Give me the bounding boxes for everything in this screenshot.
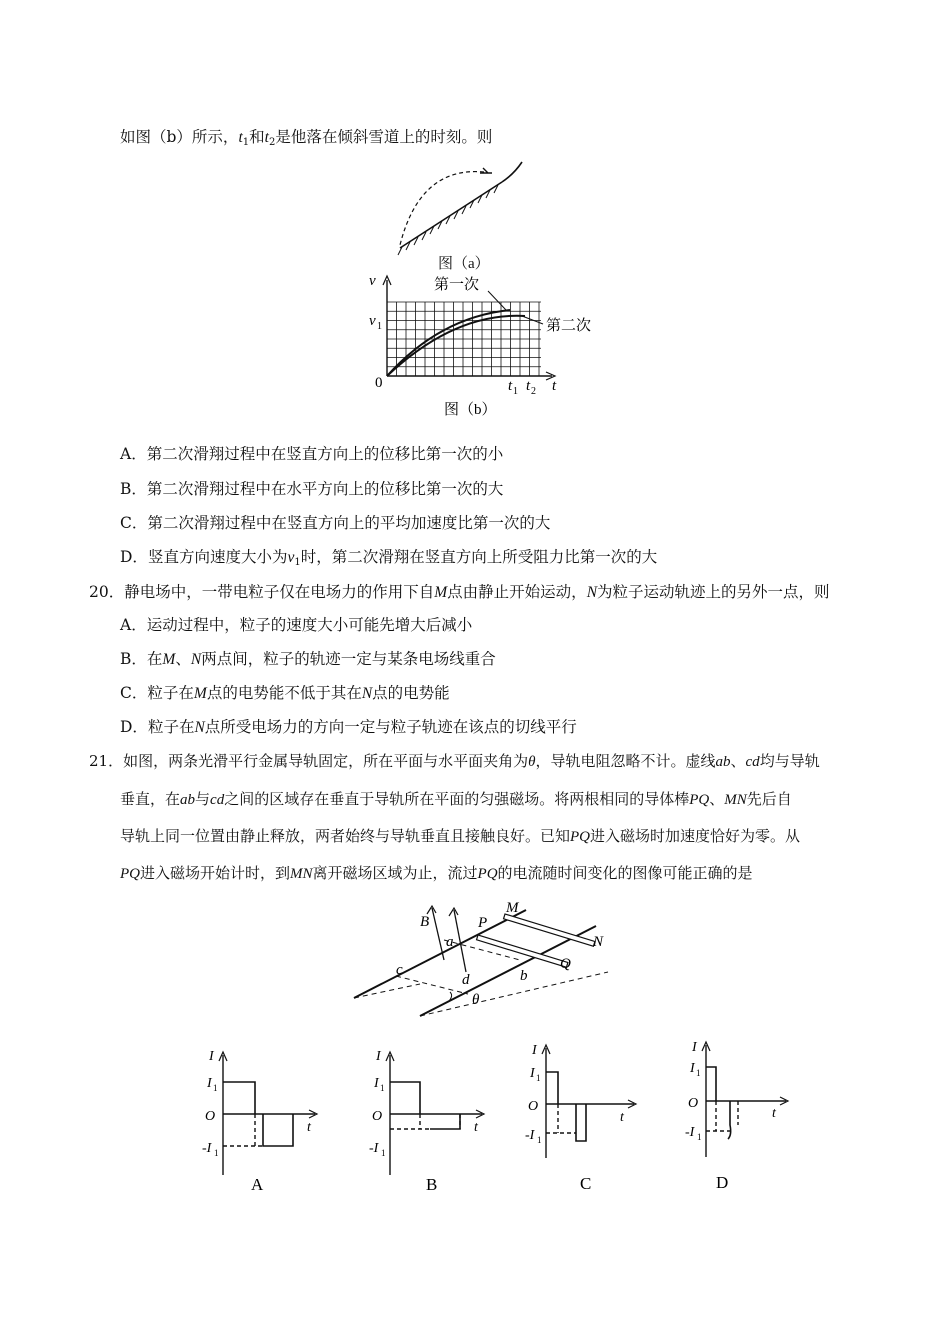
field-arrowhead-2 (449, 908, 458, 916)
intro-t2-sub: 2 (268, 137, 276, 148)
option-text-pre: 粒子在 (147, 718, 195, 736)
slope-line (400, 182, 502, 248)
option-text: 第二次滑翔过程中在竖直方向上的平均加速度比第一次的大 (147, 514, 551, 532)
graph-caption: A (251, 1175, 264, 1194)
y-tick-v1-sub: 1 (377, 321, 382, 332)
q19-option-d (120, 547, 657, 573)
q21-stem-line-1 (89, 751, 820, 772)
y-tick-v1: v (369, 313, 376, 329)
slope-hatching (398, 185, 498, 255)
label-I1-sub: 1 (380, 1083, 385, 1093)
label-I1: I (690, 1061, 695, 1076)
label-neg-I1: -I (202, 1141, 212, 1156)
q21-stem-line-2 (120, 789, 792, 810)
grid (387, 302, 541, 376)
label-neg-I1: -I (369, 1141, 379, 1156)
intro-pre: 如图（b）所示， (120, 128, 239, 146)
label-I1: I (530, 1066, 535, 1081)
fig-a-caption: 图（a） (438, 256, 490, 272)
horizontal-ref-lower (420, 972, 608, 1016)
stem-post: 为粒子运动轨迹上的另外一点，则 (597, 583, 830, 601)
rod-PQ: PQ (570, 829, 591, 845)
neg-pulse (430, 1114, 460, 1129)
stem-text: 垂直，在 (120, 790, 181, 808)
stem-text: 如图，两条光滑平行金属导轨固定，所在平面与水平面夹角为 (123, 752, 529, 770)
q21-stem-line-3 (120, 826, 800, 847)
graph-A (195, 1045, 335, 1195)
intro-t1-sub: 1 (242, 137, 250, 148)
q19-option-b (120, 479, 503, 499)
rod-MN: MN (724, 792, 747, 808)
field-arrowhead-1 (427, 906, 436, 914)
q21-stem-line-4 (120, 863, 753, 884)
neg-pulse (263, 1114, 293, 1146)
intro-mid: 和 (249, 128, 265, 146)
graph-caption: D (716, 1173, 729, 1192)
neg-pulse (728, 1101, 731, 1139)
label-a: a (446, 934, 454, 950)
fig-b-caption: 图（b） (444, 402, 497, 418)
intro-post: 是他落在倾斜雪道上的时刻。则 (275, 128, 493, 146)
label-M: M (506, 900, 519, 916)
current-trace (223, 1082, 255, 1114)
stem-text: 导轨上同一位置由静止释放，两者始终与导轨垂直且接触良好。已知 (120, 827, 571, 845)
point-N: N (194, 719, 205, 736)
v1-sub: 1 (294, 557, 301, 568)
label-neg-I1: -I (525, 1128, 535, 1143)
point-N: N (586, 584, 598, 601)
option-text-pre: 在 (146, 650, 163, 668)
point-N: N (190, 651, 202, 668)
label-t: t (620, 1110, 624, 1125)
q20-option-d (120, 717, 577, 738)
ramp-curve (502, 162, 522, 182)
option-letter: D． (120, 548, 148, 566)
field-arrow-1 (432, 908, 444, 960)
rod-PQ: PQ (689, 792, 710, 808)
stem-text: 均与导轨 (759, 752, 820, 770)
label-O: O (372, 1109, 383, 1124)
x-tick-t2-sub: 2 (531, 386, 536, 397)
label-neg-I1-sub: 1 (381, 1148, 386, 1158)
separator: 、 (730, 752, 746, 770)
intro-t2: t (264, 129, 269, 146)
label-O: O (205, 1109, 216, 1124)
stem-text: 的电流随时间变化的图像可能正确的是 (497, 864, 753, 882)
label-t: t (307, 1120, 311, 1135)
figure-b (360, 272, 620, 422)
v1-symbol: v (287, 549, 295, 566)
point-N: N (361, 685, 373, 702)
option-text-pre: 粒子在 (147, 684, 194, 702)
label-I1-sub: 1 (213, 1083, 218, 1093)
q20-option-b (120, 649, 496, 670)
rod-MN (504, 914, 595, 946)
label-I: I (692, 1040, 697, 1055)
option-text: 第二次滑翔过程中在竖直方向上的位移比第一次的小 (146, 445, 504, 463)
stem-text: 先后自 (746, 790, 792, 808)
option-text-post: 点所受电场力的方向一定与粒子轨迹在该点的切线平行 (204, 718, 577, 736)
label-O: O (688, 1096, 699, 1111)
label-neg-I1-sub: 1 (214, 1148, 219, 1158)
stem-text: 之间的区域存在垂直于导轨所在平面的匀强磁场。将两根相同的导体棒 (224, 790, 690, 808)
line-cd: cd (745, 754, 760, 770)
graph-B (362, 1045, 502, 1195)
label-P: P (478, 915, 488, 931)
figure-a (380, 160, 540, 275)
rod-PQ: PQ (477, 866, 498, 882)
label-Q: Q (560, 956, 571, 972)
option-text: 运动过程中，粒子的速度大小可能先增大后减小 (146, 616, 473, 634)
rod-PQ: PQ (120, 866, 140, 882)
label-neg-I1-sub: 1 (697, 1132, 702, 1142)
stem-text: ，导轨电阻忽略不计。虚线 (535, 752, 716, 770)
current-trace (546, 1072, 558, 1104)
intro-line (120, 127, 492, 153)
label-c: c (396, 962, 403, 978)
label-b: b (520, 968, 528, 984)
stem-text: 进入磁场时加速度恰好为零。从 (590, 827, 801, 845)
jump-trajectory (400, 172, 484, 245)
option-letter: B． (120, 480, 147, 498)
option-letter: A． (120, 445, 147, 463)
stem-pre: 静电场中，一带电粒子仅在电场力的作用下自 (124, 583, 435, 601)
q20-option-a (120, 615, 472, 635)
point-M: M (162, 651, 176, 668)
stem-mid: 点由静止开始运动， (447, 583, 587, 601)
option-text-post: 点的电势能 (372, 684, 450, 702)
label-neg-I1: -I (685, 1125, 695, 1140)
x-tick-t1: t (508, 378, 513, 394)
separator: 、 (175, 650, 191, 668)
stem-text: 离开磁场区域为止，流过 (312, 864, 478, 882)
label-second-pointer (522, 316, 543, 324)
label-B: B (420, 914, 430, 930)
label-neg-I1-sub: 1 (537, 1135, 542, 1145)
label-I1-sub: 1 (696, 1068, 701, 1078)
option-text-pre: 竖直方向速度大小为 (147, 548, 288, 566)
label-I: I (376, 1049, 381, 1064)
label-I1: I (207, 1076, 212, 1091)
label-d: d (462, 972, 470, 988)
label-first-pointer (488, 291, 506, 310)
rails-figure (350, 898, 620, 1018)
option-letter: C． (120, 514, 148, 532)
origin-label: 0 (375, 375, 383, 391)
line-ab: ab (715, 754, 731, 770)
label-t: t (474, 1120, 478, 1135)
option-letter: A． (120, 616, 147, 634)
y-axis-label: v (369, 273, 376, 289)
graph-C (520, 1038, 650, 1195)
q19-option-a (120, 444, 503, 464)
graph-caption: B (426, 1175, 438, 1194)
q20-option-c (120, 683, 450, 704)
graph-caption: C (580, 1174, 592, 1193)
option-letter: B． (120, 650, 147, 668)
x-tick-t2: t (526, 378, 531, 394)
neg-pulse (576, 1104, 586, 1141)
option-letter: D． (120, 718, 148, 736)
intro-t1: t (238, 129, 243, 146)
label-I: I (532, 1043, 537, 1058)
stem-text: 与 (195, 790, 211, 808)
label-I1-sub: 1 (536, 1073, 541, 1083)
label-O: O (528, 1099, 539, 1114)
line-cd: cd (210, 792, 225, 808)
theta-symbol: θ (528, 754, 536, 770)
x-axis-label: t (552, 378, 557, 394)
stem-text: 进入磁场开始计时，到 (140, 864, 291, 882)
rod-PQ (477, 935, 568, 967)
label-I1: I (374, 1076, 379, 1091)
horizontal-ref-upper (354, 984, 420, 998)
point-M: M (434, 584, 448, 601)
rail-upper (354, 910, 526, 998)
q19-option-c (120, 513, 550, 533)
label-second: 第二次 (546, 318, 592, 334)
current-trace (706, 1067, 716, 1101)
question-number: 20． (89, 583, 125, 601)
option-letter: C． (120, 684, 148, 702)
point-M: M (193, 685, 207, 702)
label-N: N (593, 934, 604, 950)
option-text-post: 两点间，粒子的轨迹一定与某条电场线重合 (201, 650, 496, 668)
q20-stem (89, 582, 830, 603)
line-cd (396, 976, 468, 994)
label-first: 第一次 (434, 277, 480, 293)
line-ab: ab (180, 792, 196, 808)
label-theta: θ (472, 992, 480, 1008)
option-text-mid: 点的电势能不低于其在 (206, 684, 362, 702)
current-trace (390, 1082, 420, 1114)
graph-D (672, 1035, 802, 1195)
label-t: t (772, 1106, 776, 1121)
x-tick-t1-sub: 1 (513, 386, 518, 397)
separator: 、 (709, 790, 725, 808)
option-text-post: 时，第二次滑翔在竖直方向上所受阻力比第一次的大 (300, 548, 658, 566)
question-number: 21． (89, 752, 124, 770)
rod-MN: MN (290, 866, 313, 882)
label-I: I (209, 1049, 214, 1064)
option-text: 第二次滑翔过程中在水平方向上的位移比第一次的大 (146, 480, 504, 498)
